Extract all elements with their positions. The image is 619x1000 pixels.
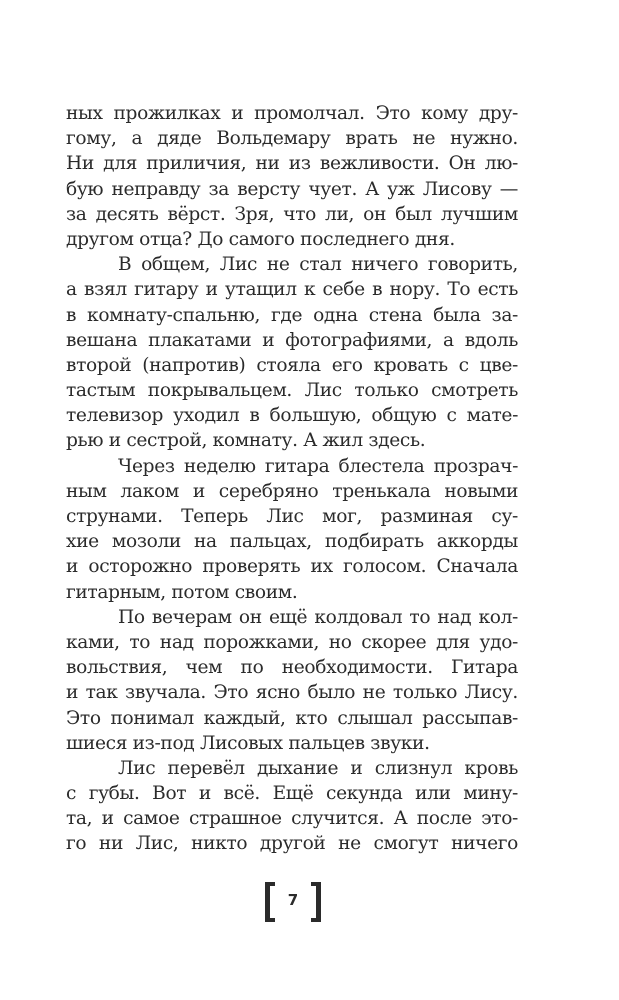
text-line: и осторожно проверять их голосом. Сначала — [66, 556, 518, 578]
text-line: Это понимал каждый, кто слышал рассыпав- — [66, 707, 518, 729]
text-line: Лис перевёл дыхание и слизнул кровь — [118, 757, 518, 779]
text-line: за десять вёрст. Зря, что ли, он был лучшим — [66, 203, 518, 225]
text-line: вешана плакатами и фотографиями, а вдоль — [66, 329, 518, 351]
text-line: По вечерам он ещё колдовал то над кол- — [118, 606, 518, 628]
text-line: струнами. Теперь Лис мог, разминая су- — [66, 506, 518, 527]
body-text — [66, 101, 518, 857]
right-bracket-icon — [311, 882, 321, 922]
page-folio — [263, 882, 323, 926]
text-line: второй (напротив) стояла его кровать с цве- — [66, 354, 518, 376]
text-line: шиеся из-под Лисовых пальцев звуки. — [66, 732, 430, 754]
text-line: вольствия, чем по необходимости. Гитара — [66, 657, 518, 679]
text-line: и так звучала. Это ясно было не только Лису. — [66, 682, 518, 704]
text-line: ным лаком и серебряно тренькала новыми — [66, 480, 518, 502]
text-line: хие мозоли на пальцах, подбирать аккорды — [66, 531, 518, 553]
text-line: с губы. Вот и всё. Ещё секунда или мину- — [66, 783, 518, 805]
text-line: другом отца? До самого последнего дня. — [66, 228, 455, 250]
page-number: 7 — [287, 891, 299, 909]
text-line: гому, а дяде Вольдемару врать не нужно. — [66, 128, 518, 150]
text-line: та, и самое страшное случится. А после это- — [66, 808, 518, 830]
text-line: тастым покрывальцем. Лис только смотреть — [66, 380, 518, 402]
text-line: ками, то над порожками, но скорее для удо- — [66, 631, 518, 653]
text-line: го ни Лис, никто другой не смогут ничего — [66, 833, 518, 855]
text-line: ных прожилках и промолчал. Это кому дру- — [66, 103, 518, 124]
text-line: а взял гитару и утащил к себе в нору. То есть — [66, 279, 518, 301]
text-line: телевизор уходил в большую, общую с мате- — [66, 405, 518, 427]
text-line: гитарным, потом своим. — [66, 581, 298, 603]
text-line: В общем, Лис не стал ничего говорить, — [118, 254, 518, 276]
text-line: Через неделю гитара блестела прозрач- — [118, 455, 518, 477]
text-line: Ни для приличия, ни из вежливости. Он лю- — [66, 153, 518, 175]
text-line: бую неправду за версту чует. А уж Лисову — — [66, 178, 518, 200]
text-line: в комнату-спальню, где одна стена была за- — [66, 304, 518, 326]
text-line: рью и сестрой, комнату. А жил здесь. — [66, 430, 426, 452]
